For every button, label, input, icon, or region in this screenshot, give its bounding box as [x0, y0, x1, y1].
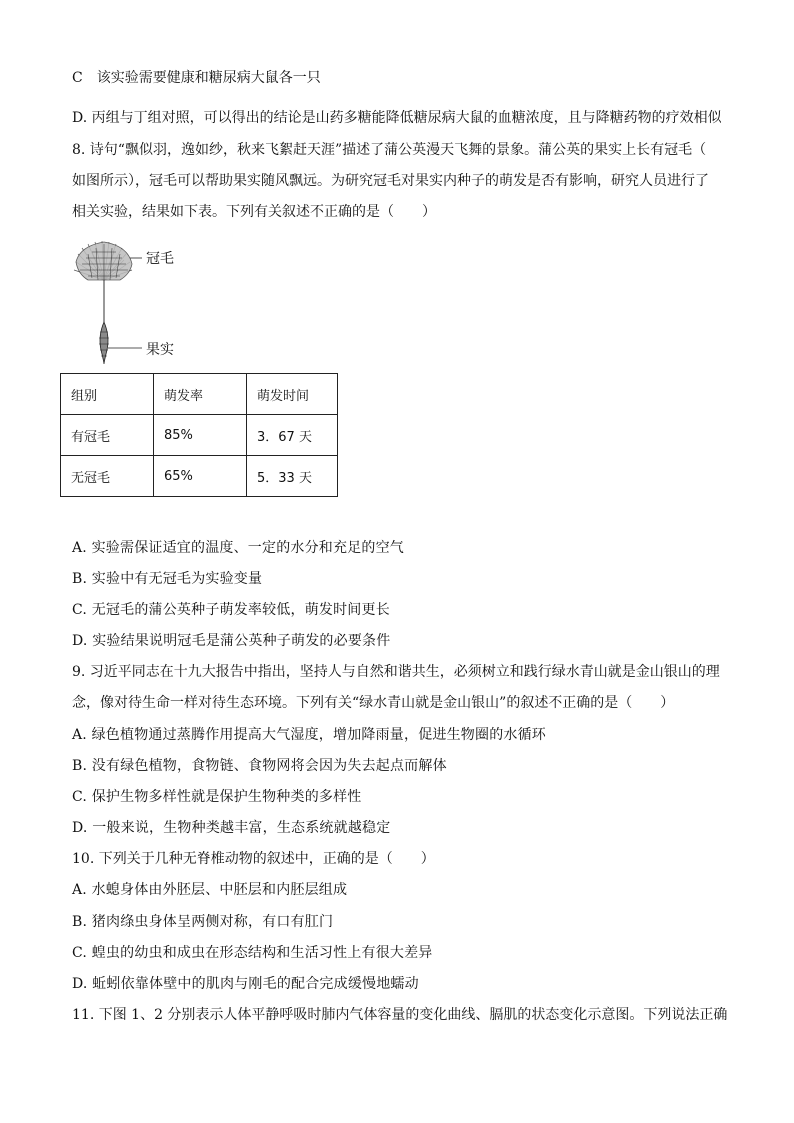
q10-option-c: C. 蝗虫的幼虫和成虫在形态结构和生活习性上有很大差异: [72, 945, 433, 961]
dandelion-figure: [68, 240, 228, 370]
question-8-stem-2: 如图所示），冠毛可以帮助果实随风飘远。为研究冠毛对果实内种子的萌发是否有影响，研究人员进行了: [72, 173, 709, 189]
question-8-stem-1: 8. 诗句“飘似羽，逸如纱，秋来飞絮赶天涯”描述了蒲公英漫天飞舞的景象。蒲公英的果实上长有冠毛（: [72, 142, 707, 158]
germination-table: [60, 373, 338, 497]
table-row: [61, 415, 338, 456]
table-cell: 有冠毛: [61, 415, 154, 456]
q8-option-d: D. 实验结果说明冠毛是蒲公英种子萌发的必要条件: [72, 633, 391, 649]
fruit-label: 果实: [146, 342, 174, 358]
q9-option-b: B. 没有绿色植物，食物链、食物网将会因为失去起点而解体: [72, 758, 447, 774]
table-cell: 65%: [154, 456, 247, 497]
q8-option-c: C. 无冠毛的蒲公英种子萌发率较低，萌发时间更长: [72, 602, 390, 618]
line-option-c-prev: C 该实验需要健康和糖尿病大鼠各一只: [72, 70, 321, 86]
table-header-cell: 萌发时间: [247, 374, 338, 415]
q8-option-a: A. 实验需保证适宜的温度、一定的水分和充足的空气: [72, 540, 405, 556]
table-row: [61, 456, 338, 497]
q10-option-b: B. 猪肉绦虫身体呈两侧对称，有口有肛门: [72, 914, 334, 930]
question-8-stem-3: 相关实验，结果如下表。下列有关叙述不正确的是（ ）: [72, 204, 436, 220]
table-header-cell: 组别: [61, 374, 154, 415]
line-option-d-prev: D. 丙组与丁组对照，可以得出的结论是山药多糖能降低糖尿病大鼠的血糖浓度，且与降糖药物的疗效相似: [72, 110, 722, 126]
table-header-row: [61, 374, 338, 415]
question-10-stem: 10. 下列关于几种无脊椎动物的叙述中，正确的是（ ）: [72, 851, 435, 867]
q10-option-a: A. 水螅身体由外胚层、中胚层和内胚层组成: [72, 882, 348, 898]
table-cell: 无冠毛: [61, 456, 154, 497]
table-header-cell: 萌发率: [154, 374, 247, 415]
question-9-stem-1: 9. 习近平同志在十九大报告中指出，坚持人与自然和谐共生，必须树立和践行绿水青山就是金山银山的理: [72, 664, 720, 680]
q8-option-b: B. 实验中有无冠毛为实验变量: [72, 571, 263, 587]
question-11-stem: 11. 下图 1、2 分别表示人体平静呼吸时肺内气体容量的变化曲线、膈肌的状态变化示意图。下列说法正确: [72, 1007, 728, 1023]
q9-option-a: A. 绿色植物通过蒸腾作用提高大气湿度，增加降雨量，促进生物圈的水循环: [72, 727, 547, 743]
question-9-stem-2: 念，像对待生命一样对待生态环境。下列有关“绿水青山就是金山银山”的叙述不正确的是（ ）: [72, 695, 675, 711]
pappus-label: 冠毛: [146, 251, 174, 267]
q9-option-d: D. 一般来说，生物种类越丰富，生态系统就越稳定: [72, 820, 391, 836]
table-cell: 85%: [154, 415, 247, 456]
table-cell: 5．33 天: [247, 456, 338, 497]
q9-option-c: C. 保护生物多样性就是保护生物种类的多样性: [72, 789, 362, 805]
table-cell: 3．67 天: [247, 415, 338, 456]
q10-option-d: D. 蚯蚓依靠体壁中的肌肉与刚毛的配合完成缓慢地蠕动: [72, 976, 419, 992]
